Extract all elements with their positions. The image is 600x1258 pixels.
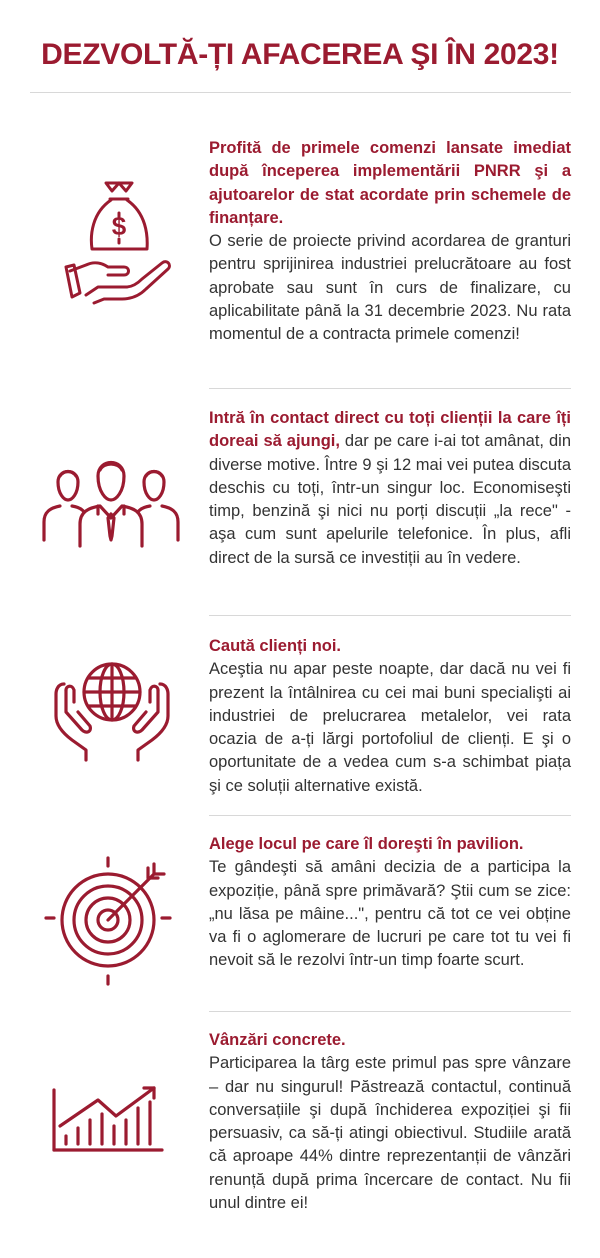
section-1-text [209,137,571,347]
section-4-heading: Alege locul pe care îl doreşti în pavilion. [209,835,524,853]
svg-text:$: $ [111,211,127,241]
section-1-heading: Profită de primele comenzi lansate imediat după începerea implementării PNRR şi a ajutoarelor de stat acordate prin schemele de finanțare. [209,139,571,227]
globe-in-hands-icon [52,660,172,762]
section-divider [209,1011,571,1012]
section-divider [209,388,571,389]
business-people-icon [42,456,180,548]
section-5-heading: Vânzări concrete. [209,1031,346,1049]
section-2-body: dar pe care i-ai tot amânat, din diverse motive. Între 9 şi 12 mai vei putea discuta deschis cu toți, într-un singur loc. Economiseşti timp, benzină şi nici nu porți discuții „la rece" - aşa cum sunt apelurile telefonice. În plus, afli direct de la sursă ce investiții au în vedere. [209,432,571,567]
section-3-text [209,635,571,798]
section-4-body: Te gândeşti să amâni decizia de a participa la expoziție, până spre primăvară? Ştii cum se zice: „nu lăsa pe mâine...", pentru că tot ce vei obține va fi o aglomerare de lucruri pe care tot tu vei fi nevoit să le rezolvi într-un timp foarte scurt. [209,858,571,970]
section-divider [209,815,571,816]
section-5-body: Participarea la târg este primul pas spre vânzare – dar nu singurul! Păstrează contactul, continuă conversațiile şi după închiderea expoziției şi fii persuasiv, ca să-ți atingi obiectivul. Studiile arată că aproape 44% dintre reprezentanții de vânzări renunță după prima încercare de contact. Nu fii unul dintre ei! [209,1054,571,1213]
section-3-body: Aceştia nu apar peste noapte, dar dacă nu vei fi prezent la întâlnirea cu cei mai buni specialişti ai industriei de prelucrarea metalelor, vei rata ocazia de a-ți lărgi portofoliul de clienți. E şi o oportunitate de a vedea cum s-a schimbat piața şi ce soluții alternative există. [209,660,571,795]
section-1-body: O serie de proiecte privind acordarea de granturi pentru sprijinirea industriei prelucrătoare au fost aprobate sau sunt în curs de finalizare, cu aplicabilitate până la 31 decembrie 2023. Nu rata momentul de a contracta primele comenzi! [209,232,571,344]
title-divider [30,92,571,93]
section-5-text [209,1029,571,1215]
section-divider [209,615,571,616]
money-bag-hand-icon [64,175,174,305]
section-3-heading: Caută clienți noi. [209,637,342,655]
section-2-text [209,407,571,570]
growth-chart-icon [50,1086,166,1156]
section-2-heading: Intră în contact direct cu toți clienții la care îți doreai să ajungi, [209,409,571,451]
page-title: DEZVOLTĂ-ȚI AFACEREA ŞI ÎN 2023! [41,38,559,71]
section-4-text [209,833,571,973]
target-arrow-icon [44,856,176,988]
